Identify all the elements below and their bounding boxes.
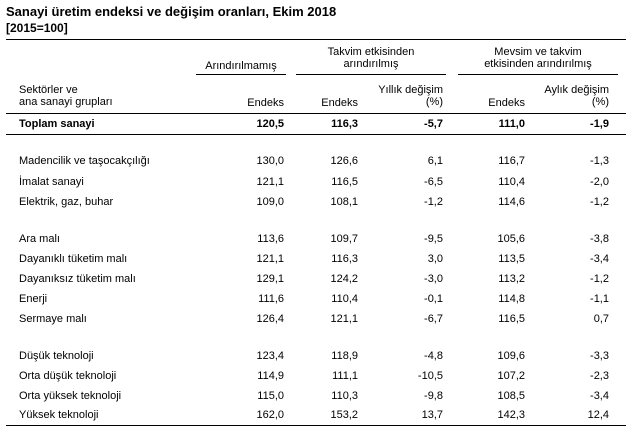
- base-year-label: [2015=100]: [6, 21, 68, 35]
- group-header-seasonal-adjusted: [458, 46, 618, 70]
- cell-index-unadjusted: 130,0: [256, 155, 284, 167]
- col-header-index-calendar: Endeks: [321, 97, 358, 109]
- cell-monthly-change: -1,2: [590, 273, 609, 285]
- col-header-monthly-change: [544, 84, 609, 108]
- cell-index-seasonal: 111,0: [498, 118, 525, 130]
- cell-monthly-change: -3,4: [590, 253, 609, 265]
- cell-index-seasonal: 110,4: [498, 176, 525, 188]
- cell-index-seasonal: 114,8: [498, 293, 525, 305]
- group-header-seasonal-line1: Mevsim ve takvim: [494, 46, 582, 58]
- cell-index-seasonal: 107,2: [497, 370, 525, 382]
- row-label: Orta düşük teknoloji: [19, 370, 117, 382]
- row-label: Toplam sanayi: [19, 118, 95, 130]
- table-row-total: [0, 116, 633, 133]
- cell-annual-change: -0,1: [424, 293, 443, 305]
- cell-monthly-change: -1,3: [590, 155, 609, 167]
- cell-index-calendar: 153,2: [330, 409, 358, 421]
- row-label: Dayanıksız tüketim malı: [19, 273, 136, 285]
- col-header-monthly-line2: (%): [591, 96, 609, 108]
- table-row: [0, 348, 633, 365]
- table-row: [0, 194, 633, 211]
- col-header-annual-line2: (%): [425, 96, 443, 108]
- cell-monthly-change: -3,4: [590, 390, 609, 402]
- cell-annual-change: -5,7: [424, 118, 443, 130]
- cell-annual-change: 3,0: [427, 253, 443, 265]
- cell-index-unadjusted: 111,6: [258, 293, 284, 305]
- group-header-unadjusted: Arındırılmamış: [205, 60, 277, 72]
- cell-index-unadjusted: 113,6: [257, 233, 284, 245]
- cell-index-seasonal: 105,6: [497, 233, 525, 245]
- cell-index-calendar: 110,3: [331, 390, 358, 402]
- cell-annual-change: -10,5: [417, 370, 443, 382]
- row-label: Orta yüksek teknoloji: [19, 390, 122, 402]
- cell-index-seasonal: 142,3: [497, 409, 525, 421]
- group-header-seasonal-line2: etkisinden arındırılmış: [484, 58, 592, 70]
- table-row: [0, 388, 633, 405]
- table-row: [0, 231, 633, 248]
- cell-index-calendar: 108,1: [330, 196, 358, 208]
- table-row: [0, 174, 633, 191]
- cell-monthly-change: 0,7: [593, 313, 609, 325]
- cell-monthly-change: -3,3: [590, 350, 609, 362]
- cell-monthly-change: -1,2: [590, 196, 609, 208]
- cell-index-calendar: 116,3: [331, 118, 358, 130]
- cell-index-unadjusted: 114,9: [257, 370, 284, 382]
- group-underline-unadjusted: [196, 74, 286, 75]
- cell-annual-change: -6,7: [424, 313, 443, 325]
- cell-index-unadjusted: 162,0: [256, 409, 284, 421]
- cell-index-calendar: 121,1: [330, 313, 358, 325]
- cell-index-seasonal: 116,7: [498, 155, 525, 167]
- sector-header: [19, 84, 113, 108]
- cell-index-seasonal: 116,5: [498, 313, 525, 325]
- sector-header-line1: Sektörler ve: [19, 84, 78, 96]
- cell-index-calendar: 111,1: [332, 370, 358, 382]
- row-label: Elektrik, gaz, buhar: [19, 196, 114, 208]
- cell-monthly-change: -3,8: [590, 233, 609, 245]
- cell-index-unadjusted: 109,0: [256, 196, 284, 208]
- col-header-monthly-line1: Aylık değişim: [544, 84, 609, 96]
- col-header-index-seasonal: Endeks: [488, 97, 525, 109]
- cell-index-seasonal: 108,5: [497, 390, 525, 402]
- cell-index-seasonal: 113,2: [498, 273, 525, 285]
- cell-annual-change: -3,0: [424, 273, 443, 285]
- row-label: Düşük teknoloji: [19, 350, 94, 362]
- cell-index-calendar: 116,5: [331, 176, 358, 188]
- cell-monthly-change: -2,3: [590, 370, 609, 382]
- cell-index-unadjusted: 123,4: [256, 350, 284, 362]
- table-row: [0, 368, 633, 385]
- cell-index-unadjusted: 121,1: [256, 176, 284, 188]
- cell-monthly-change: 12,4: [587, 409, 609, 421]
- cell-index-calendar: 126,6: [330, 155, 358, 167]
- row-label: Yüksek teknoloji: [19, 409, 99, 421]
- header-rule: [6, 113, 626, 114]
- row-label: Dayanıklı tüketim malı: [19, 253, 128, 265]
- cell-index-unadjusted: 121,1: [256, 253, 284, 265]
- sector-header-line2: ana sanayi grupları: [19, 96, 113, 108]
- cell-monthly-change: -1,1: [590, 293, 609, 305]
- cell-index-unadjusted: 126,4: [256, 313, 284, 325]
- cell-index-calendar: 109,7: [330, 233, 358, 245]
- cell-index-unadjusted: 115,0: [257, 390, 284, 402]
- col-header-index-unadjusted: Endeks: [247, 97, 284, 109]
- col-header-annual-line1: Yıllık değişim: [378, 84, 443, 96]
- cell-annual-change: -9,8: [424, 390, 443, 402]
- row-label: Madencilik ve taşocakçılığı: [19, 155, 150, 167]
- cell-monthly-change: -2,0: [590, 176, 609, 188]
- table-row: [0, 153, 633, 170]
- cell-annual-change: 13,7: [421, 409, 443, 421]
- table-row: [0, 251, 633, 268]
- row-label: İmalat sanayi: [19, 176, 84, 188]
- group-header-calendar-line1: Takvim etkisinden: [327, 46, 415, 58]
- cell-index-calendar: 116,3: [331, 253, 358, 265]
- group-underline-seasonal: [458, 74, 618, 75]
- cell-index-calendar: 110,4: [331, 293, 358, 305]
- cell-index-calendar: 118,9: [331, 350, 358, 362]
- row-label: Enerji: [19, 293, 48, 305]
- group-header-calendar-adjusted: [296, 46, 446, 70]
- table-row: [0, 291, 633, 308]
- row-label: Ara malı: [19, 233, 60, 245]
- table-title: Sanayi üretim endeksi ve değişim oranları, Ekim 2018: [6, 4, 337, 19]
- group-header-calendar-line2: arındırılmış: [343, 58, 399, 70]
- cell-index-unadjusted: 129,1: [256, 273, 284, 285]
- cell-monthly-change: -1,9: [590, 118, 609, 130]
- cell-annual-change: -4,8: [424, 350, 443, 362]
- cell-annual-change: 6,1: [427, 155, 443, 167]
- group-underline-calendar: [296, 74, 446, 75]
- cell-index-seasonal: 113,5: [498, 253, 525, 265]
- table-row: [0, 407, 633, 424]
- table-row: [0, 311, 633, 328]
- cell-index-seasonal: 109,6: [497, 350, 525, 362]
- table-row: [0, 271, 633, 288]
- col-header-annual-change: [378, 84, 443, 108]
- cell-index-calendar: 124,2: [330, 273, 358, 285]
- cell-annual-change: -6,5: [424, 176, 443, 188]
- cell-annual-change: -1,2: [424, 196, 443, 208]
- top-rule: [6, 39, 626, 40]
- bottom-rule: [6, 425, 626, 426]
- cell-index-seasonal: 114,6: [498, 196, 525, 208]
- row-label: Sermaye malı: [19, 313, 87, 325]
- total-rule: [6, 134, 626, 135]
- cell-annual-change: -9,5: [424, 233, 443, 245]
- cell-index-unadjusted: 120,5: [256, 118, 284, 130]
